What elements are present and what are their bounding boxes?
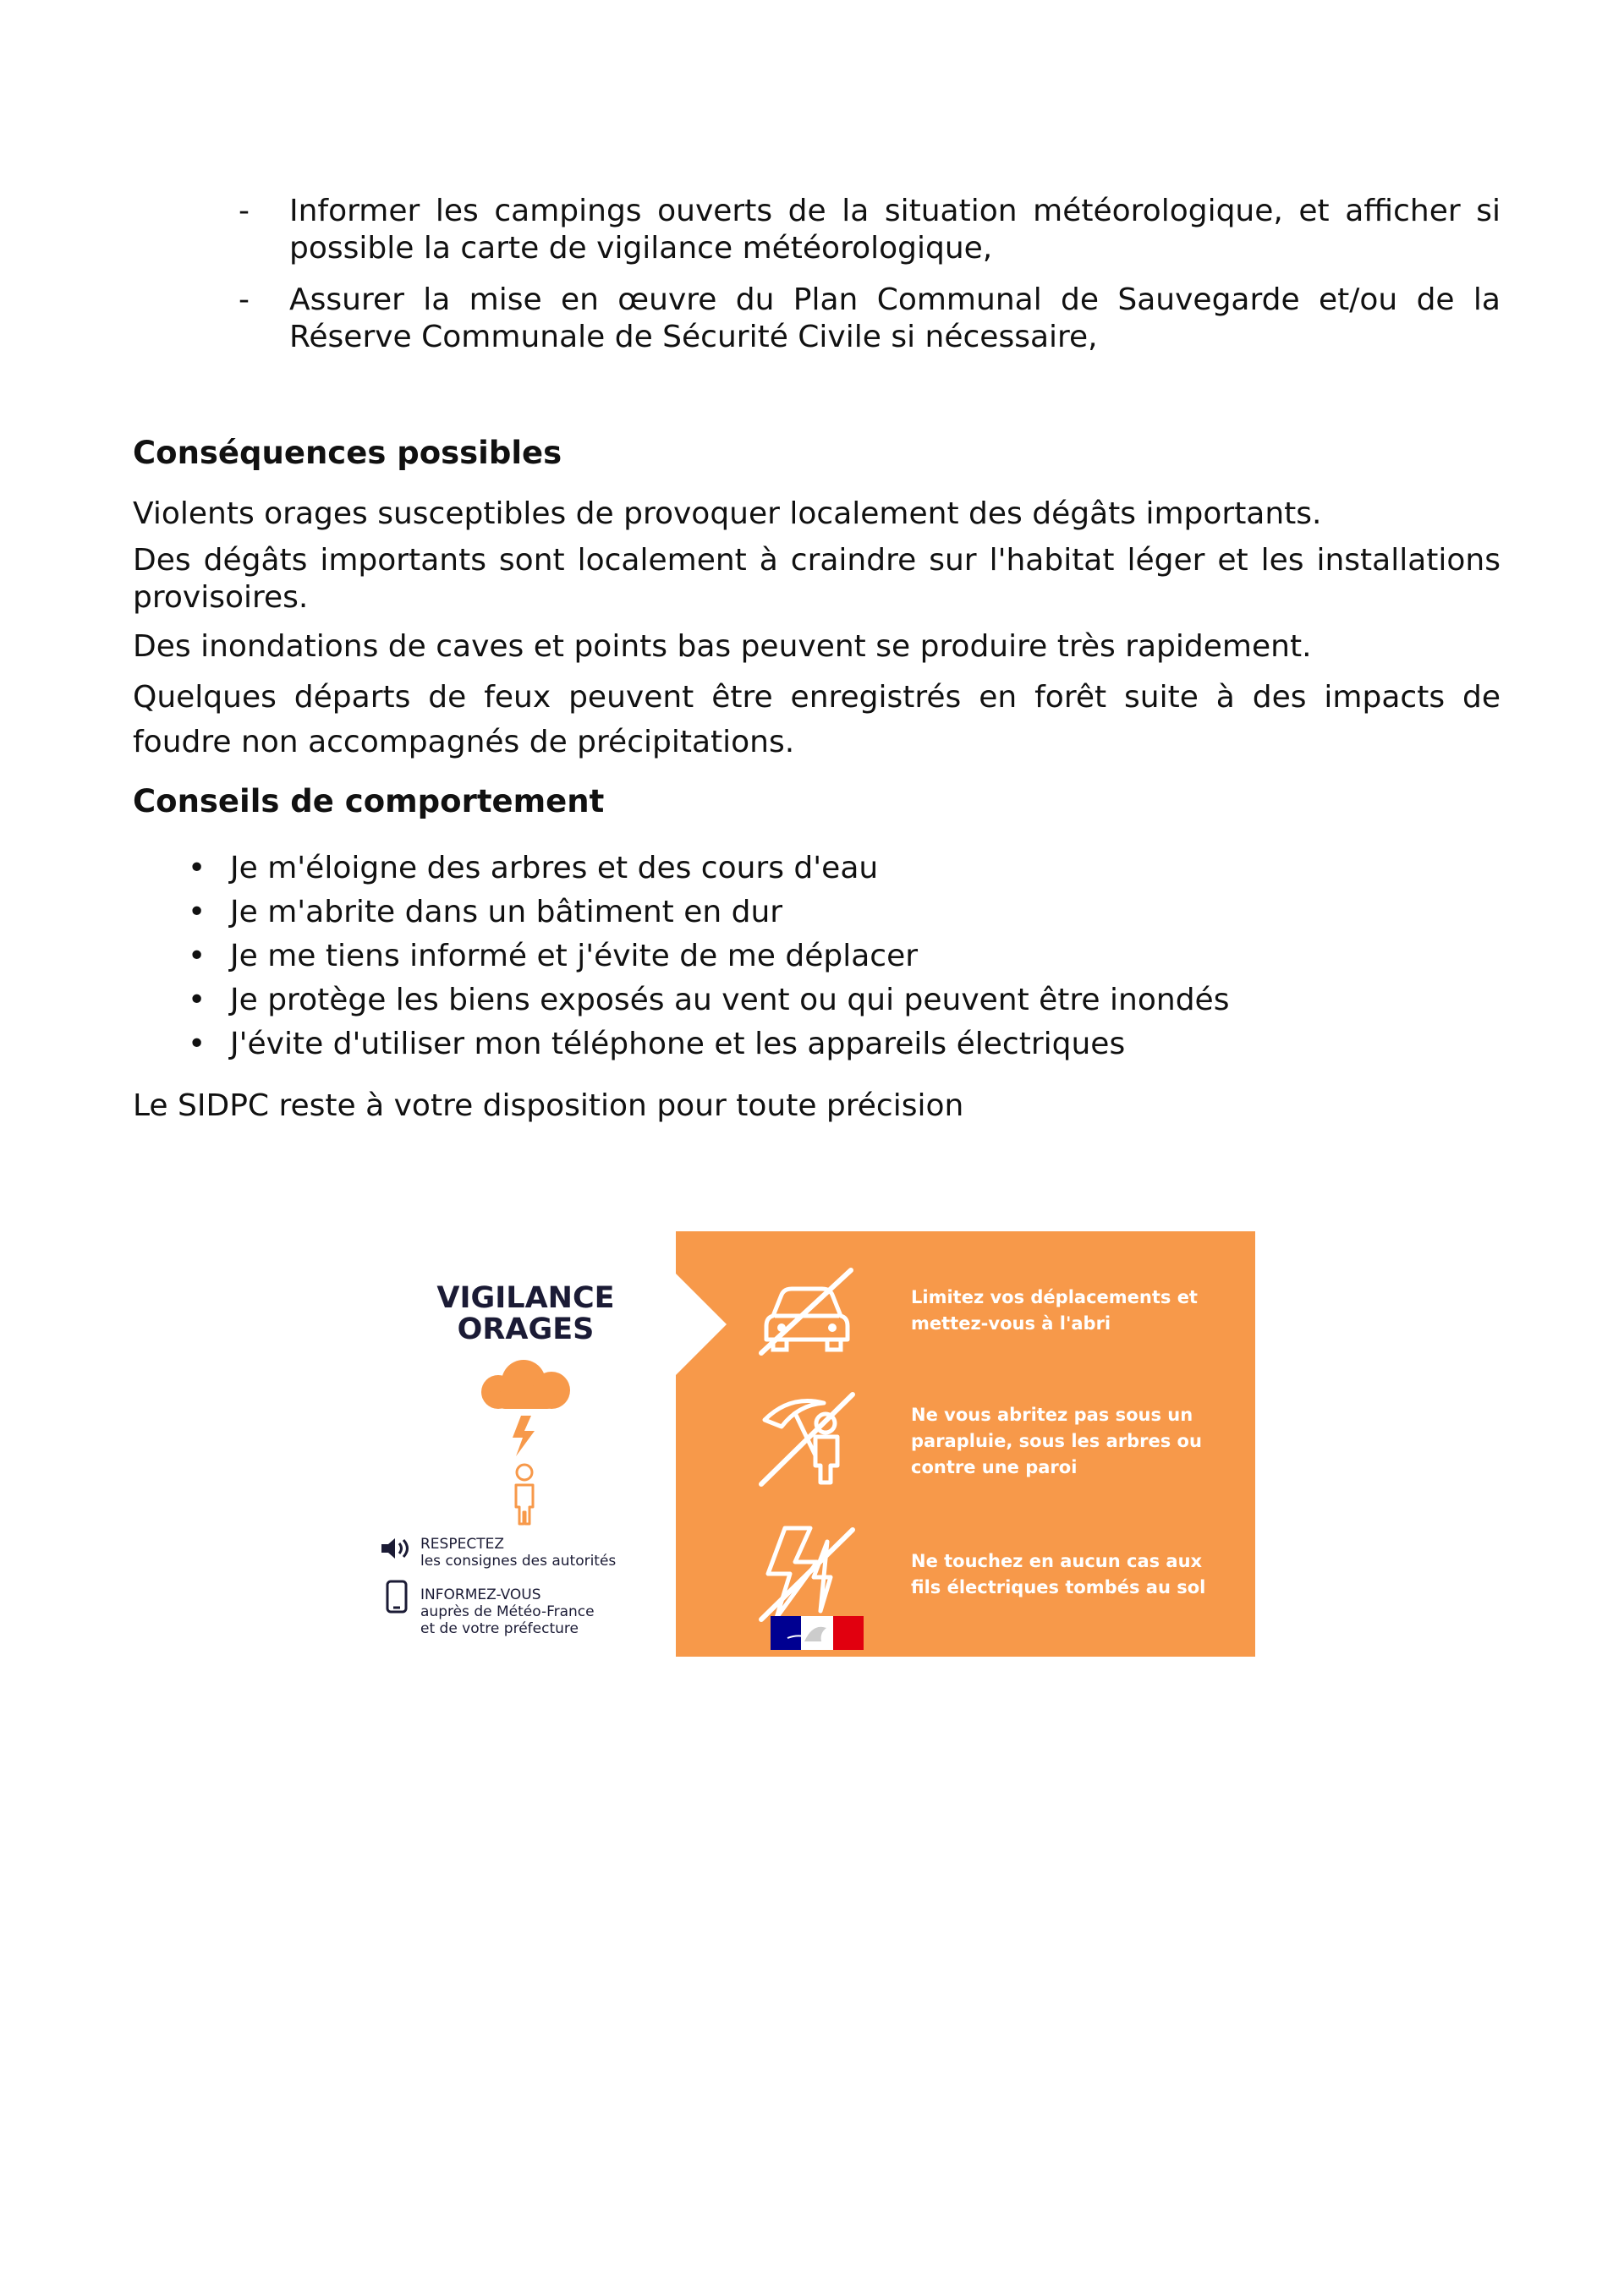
advice-text: Je m'éloigne des arbres et des cours d'eau [230, 851, 879, 885]
phone-icon [386, 1580, 408, 1614]
dash-marker: - [239, 282, 250, 317]
bullet-marker: • [188, 851, 206, 885]
advice-heading: Conseils de comportement [133, 783, 605, 819]
vigilance-title: VIGILANCE [436, 1281, 615, 1315]
respect-title: RESPECTEZ [420, 1536, 504, 1553]
lightning-icon [509, 1416, 538, 1456]
vigilance-infographic [376, 1225, 1255, 1664]
consequence-paragraph: Des inondations de caves et points bas peuvent se produire très rapidement. [133, 629, 1312, 664]
advice-text: Je m'abrite dans un bâtiment en dur [230, 895, 783, 929]
action-text: Assurer la mise en œuvre du Plan Communal de Sauvegarde et/ou de la Réserve Communale de Sécurité Civile si nécessaire, [289, 282, 1501, 354]
advice-no-shelter: Ne vous abritez pas sous un parapluie, sous les arbres ou contre une paroi [911, 1405, 1202, 1477]
consequence-paragraph: Violents orages susceptibles de provoquer localement des dégâts importants. [133, 496, 1322, 531]
marianne-logo [771, 1616, 864, 1650]
inform-line: et de votre préfecture [420, 1620, 579, 1637]
person-icon [509, 1463, 540, 1526]
closing-text: Le SIDPC reste à votre disposition pour toute précision [133, 1088, 964, 1123]
consequences-heading: Conséquences possibles [133, 435, 562, 471]
inform-title: INFORMEZ-VOUS [420, 1586, 541, 1603]
action-text: Informer les campings ouverts de la situation météorologique, et afficher si possible la carte de vigilance météorologique, [289, 194, 1501, 266]
infographic-left-panel [376, 1225, 676, 1664]
advice-no-touch-wires: Ne touchez en aucun cas aux fils électriques tombés au sol [911, 1551, 1206, 1597]
no-electric-icon [756, 1523, 858, 1625]
advice-text: Je me tiens informé et j'évite de me déplacer [230, 939, 919, 973]
advice-limit-travel: Limitez vos déplacements et mettez-vous à l'abri [911, 1287, 1198, 1334]
bullet-marker: • [188, 983, 206, 1017]
consequence-paragraph: Des dégâts importants sont localement à craindre sur l'habitat léger et les installations provisoires. [133, 543, 1501, 615]
bullet-marker: • [188, 895, 206, 929]
cloud-icon [477, 1360, 575, 1409]
no-umbrella-icon [756, 1388, 858, 1489]
advice-text: Je protège les biens exposés au vent ou qui peuvent être inondés [230, 983, 1230, 1017]
arrow-notch [676, 1274, 727, 1375]
no-car-icon [756, 1265, 858, 1358]
speaker-icon [380, 1536, 414, 1561]
consequence-paragraph: Quelques départs de feux peuvent être enregistrés en forêt suite à des impacts de foudre non accompagnés de précipitations. [133, 680, 1501, 759]
infographic-advice-panel [676, 1231, 1255, 1657]
orages-title: ORAGES [457, 1312, 595, 1346]
dash-marker: - [239, 194, 250, 228]
bullet-marker: • [188, 1027, 206, 1061]
advice-text: J'évite d'utiliser mon téléphone et les appareils électriques [230, 1027, 1126, 1061]
bullet-marker: • [188, 939, 206, 973]
respect-text: les consignes des autorités [420, 1553, 617, 1570]
inform-line: auprès de Météo-France [420, 1603, 595, 1620]
